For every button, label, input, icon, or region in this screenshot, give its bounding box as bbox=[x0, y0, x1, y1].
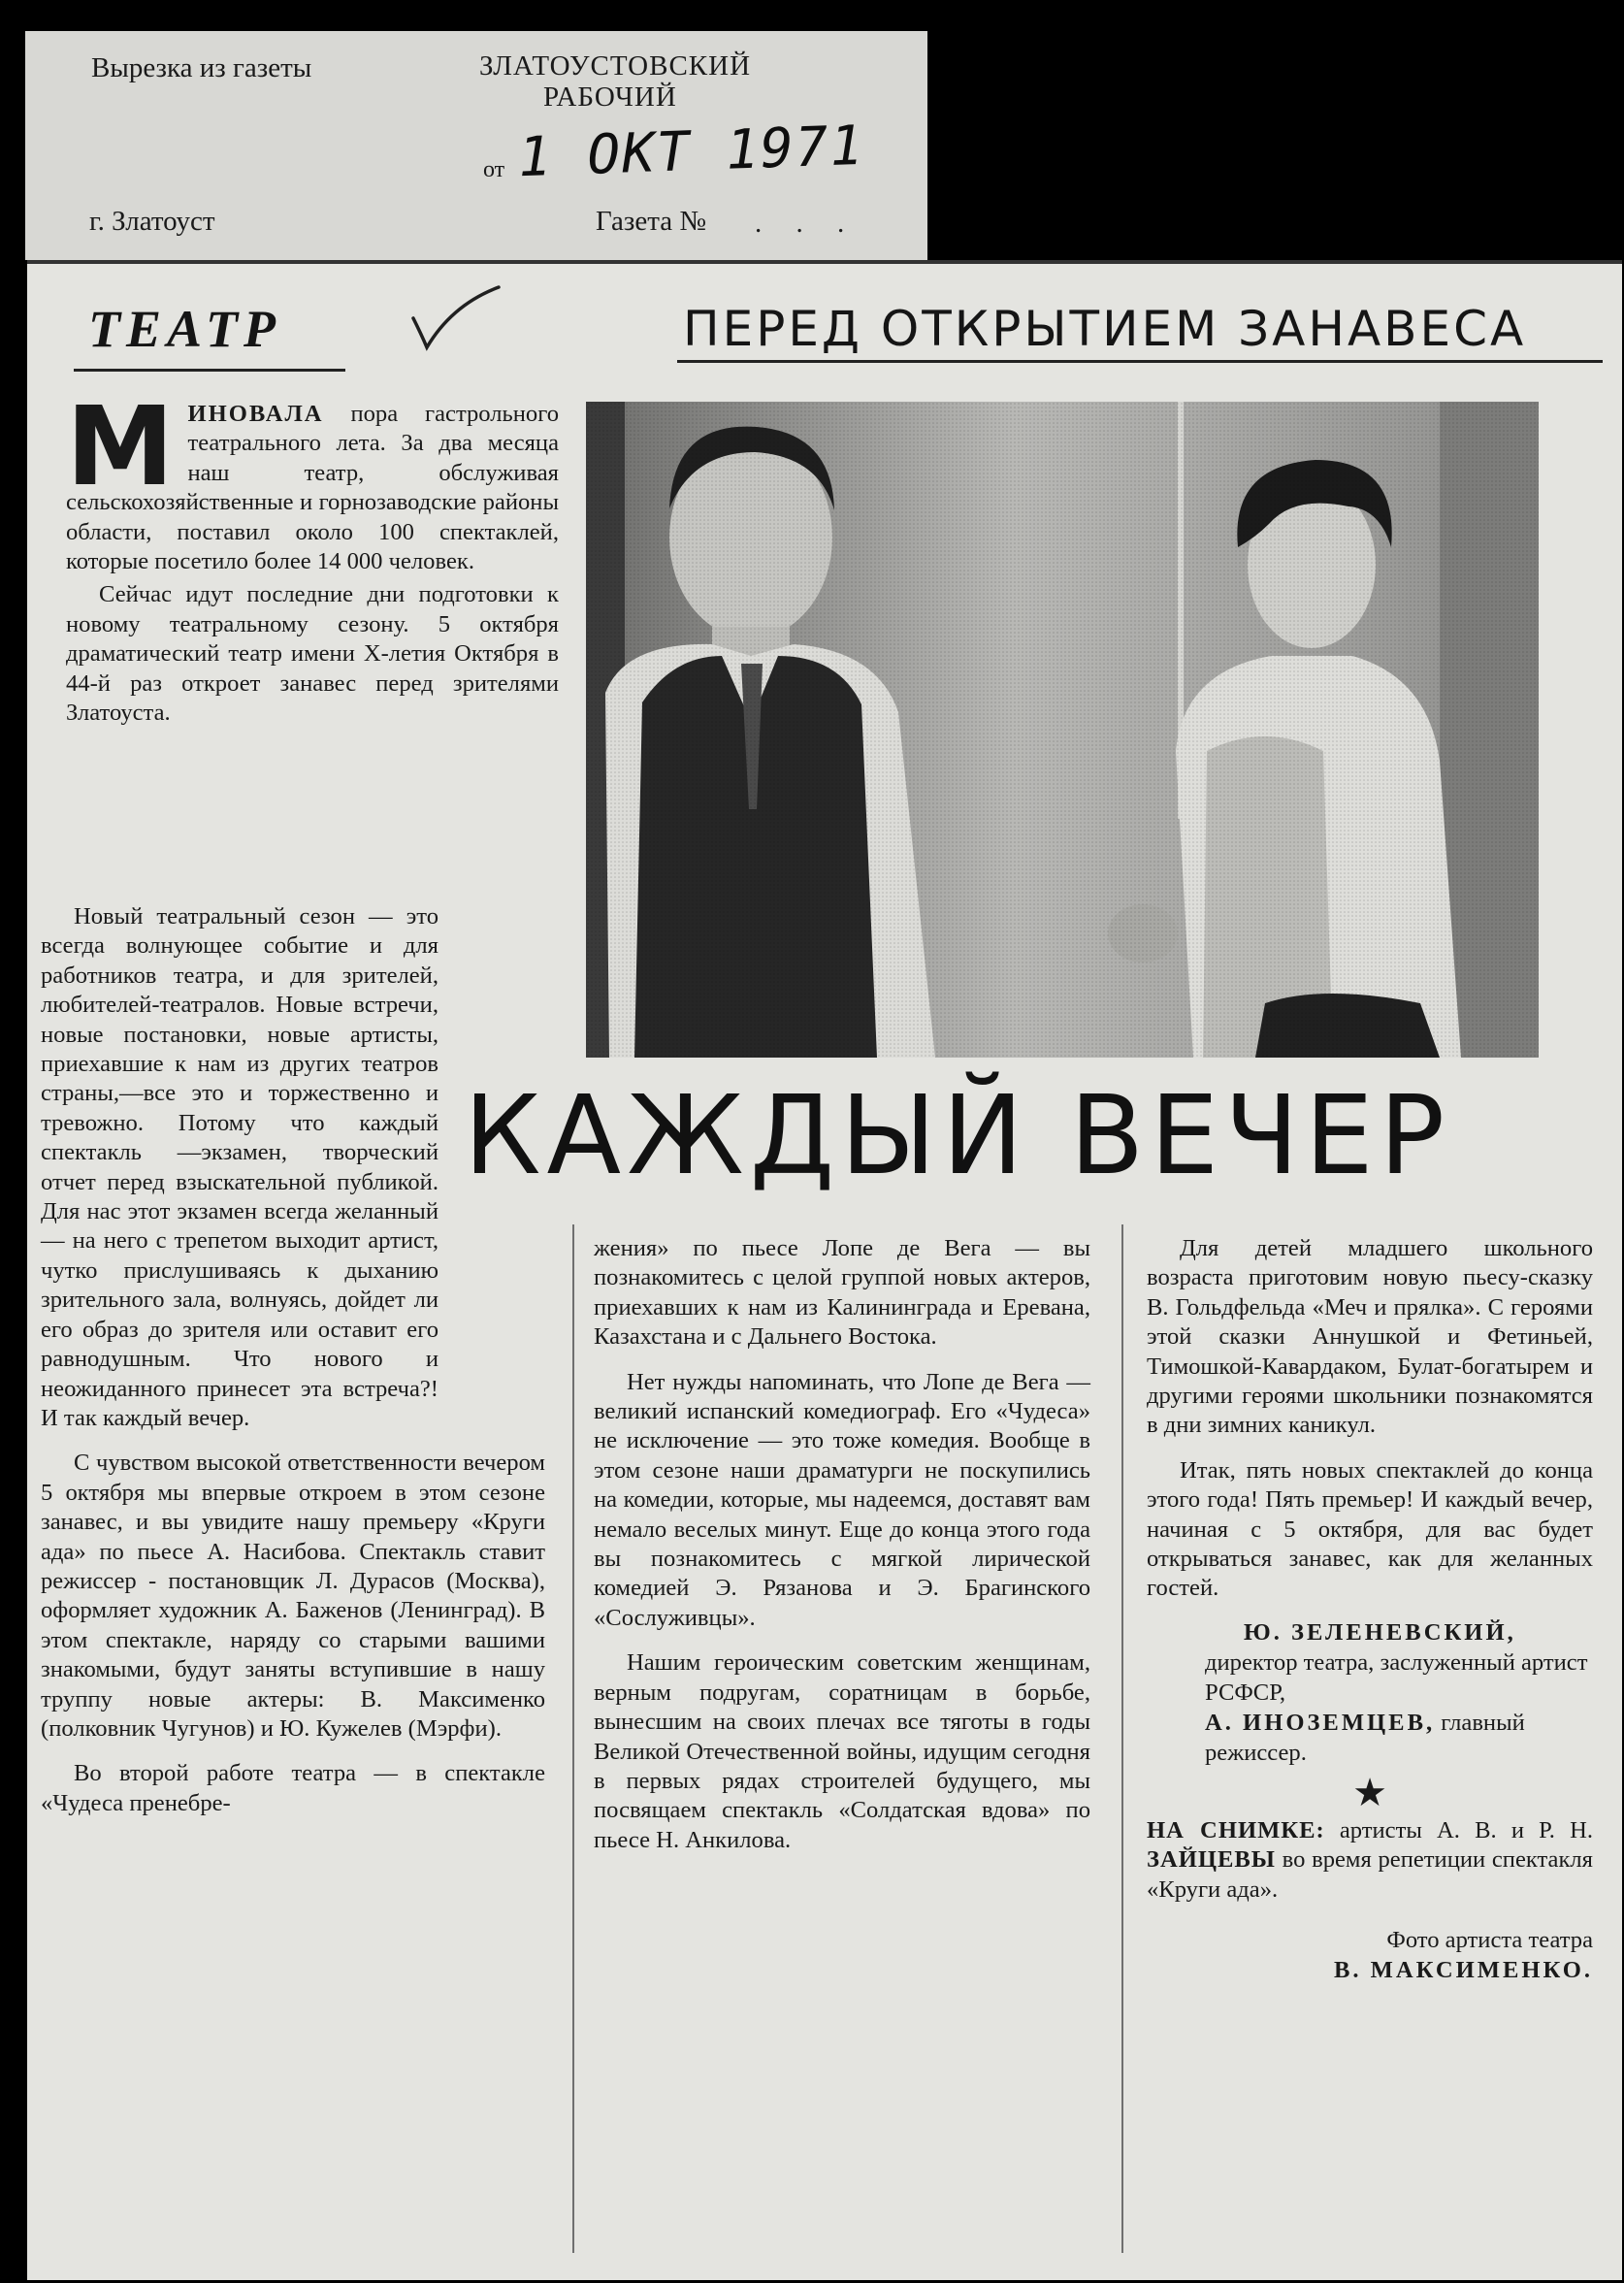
issue-label: Газета № bbox=[596, 206, 707, 237]
top-rule bbox=[27, 260, 1622, 264]
paragraph-8: Для детей младшего школьного возраста приготовим новую пьесу-сказку В. Гольдфельда «Меч и прялка». С героями этой сказки Аннушкой и Фетиньей, Тимошкой-Кавардаком, Булат-богатырем и другими героями школьники познакомятся в дни зимних каникул. bbox=[1147, 1235, 1593, 1439]
signature-title-2: главный режиссер. bbox=[1205, 1709, 1525, 1766]
signature-name-2: А. ИНОЗЕМЦЕВ, bbox=[1205, 1709, 1436, 1736]
photo-illustration bbox=[586, 402, 1539, 1058]
clipping-label bbox=[25, 31, 927, 260]
kicker-underline bbox=[677, 360, 1603, 363]
paragraph-3: Новый театральный сезон — это всегда волнующее событие и для работников театра, и для зрителей, любителей-театралов. Новые встречи, новые постановки, новые артисты, приехавшие к нам из других театров страны,—все это и торжественно и тревожно. Потому что каждый спектакль —экзамен, творческий отчет перед взыскательной публикой. Для нас этот экзамен всегда желанный — на него с трепетом выходит артист, чутко прислушиваясь к дыханию зрительного зала, волнуясь, дойдет ли его образ до зрителя или оставит его равнодушным. Что нового и неожиданного принесет эта встреча?! И так каждый вечер. bbox=[41, 903, 438, 1431]
paragraph-1: пора гастрольного театрального лета. За два месяца наш театр, обслуживая сельскохозяйственные и горнозаводские районы области, поставил около 100 спектаклей, которые посетило более 14 000 человек. bbox=[66, 401, 559, 575]
column-rule-1 bbox=[572, 1224, 574, 2253]
paragraph-2: Сейчас идут последние дни подготовки к новому театральному сезону. 5 октября драматический театр имени X-летия Октября в 44-й раз откроет занавес перед зрителями Златоуста. bbox=[66, 581, 559, 727]
lead-word: ИНОВАЛА bbox=[187, 401, 324, 427]
paragraph-6: Нет нужды напоминать, что Лопе де Вега — великий испанский комедиограф. Его «Чудеса» не исключение — это тоже комедия. Вообще в этом сезоне наши драматурги не поскупились на комедии, которые, мы надеемся, доставят вам немало веселых минут. Еще до конца этого года вы познакомитесь с мягкой лирической комедией Э. Рязанова и Э. Брагинского «Сослуживцы». bbox=[594, 1368, 1090, 1631]
column-rule-2 bbox=[1121, 1224, 1123, 2253]
column-1-top bbox=[66, 384, 559, 728]
drop-cap: М bbox=[66, 384, 175, 510]
caption-text-1: артисты А. В. и Р. Н. bbox=[1324, 1816, 1593, 1843]
paragraph-7: Нашим героическим советским женщинам, верным подругам, соратницам в борьбе, вынесшим на своих плечах все тяготы в годы Великой Отечественной войны, идущим сегодня в первых рядах строителей будущего, мы посвящаем спектакль «Солдатская вдова» по пьесе Н. Анкилова. bbox=[594, 1649, 1090, 1853]
rubric-title: ТЕАТР bbox=[88, 300, 281, 358]
clipping-source-label: Вырезка из газеты bbox=[91, 52, 312, 83]
photo-credit-line: Фото артиста театра bbox=[1386, 1927, 1593, 1954]
star-divider: ★ bbox=[1352, 1770, 1387, 1814]
checkmark-icon bbox=[407, 279, 504, 357]
column-3 bbox=[1147, 1234, 1593, 1985]
newspaper-name-line2: РАБОЧИЙ bbox=[543, 82, 677, 113]
paragraph-4: С чувством высокой ответственности вечером 5 октября мы впервые откроем в этом сезоне занавес, и вы увидите нашу премьеру «Круги ада» по пьесе А. Насибова. Спектакль ставит режиссер - постановщик Л. Дурасов (Москва), оформляет художник А. Баженов (Ленинград). В этом спектакле, наряду со старыми вашими знакомыми, будут заняты вступившие в нашу труппу новые актеры: В. Максименко (полковник Чугунов) и Ю. Кужелев (Мэрфи). bbox=[41, 1450, 545, 1742]
photo-credit bbox=[1147, 1926, 1593, 1985]
paragraph-5-start: Во второй работе театра — в спектакле «Чудеса пренебре- bbox=[41, 1760, 545, 1816]
city-label: г. Златоуст bbox=[89, 206, 215, 237]
photo-caption bbox=[1147, 1816, 1593, 1905]
headline: КАЖДЫЙ ВЕЧЕР bbox=[464, 1073, 1451, 1199]
signature-title-1: директор театра, заслуженный артист РСФСР, bbox=[1205, 1648, 1588, 1706]
newspaper-name-line1: ЗЛАТОУСТОВСКИЙ bbox=[479, 50, 752, 82]
column-1-bottom bbox=[41, 902, 545, 1818]
column-2 bbox=[594, 1234, 1090, 1855]
issue-dots: . . . bbox=[755, 208, 859, 239]
handwritten-date: 1 ОКТ 1971 bbox=[516, 114, 866, 190]
signature-block bbox=[1147, 1617, 1593, 1768]
photo-credit-name: В. МАКСИМЕНКО. bbox=[1333, 1956, 1593, 1983]
rubric-underline bbox=[74, 369, 345, 372]
signature-name-1: Ю. ЗЕЛЕНЕВСКИЙ, bbox=[1244, 1618, 1516, 1646]
caption-names: ЗАЙЦЕВЫ bbox=[1147, 1846, 1276, 1874]
kicker-title: ПЕРЕД ОТКРЫТИЕМ ЗАНАВЕСА bbox=[683, 301, 1527, 357]
date-prefix: от bbox=[483, 157, 505, 182]
paragraph-9: Итак, пять новых спектаклей до конца этого года! Пять премьер! И каждый вечер, начиная с 5 октября, для вас будет открываться занавес, как для желанных гостей. bbox=[1147, 1456, 1593, 1602]
rehearsal-photo bbox=[586, 402, 1539, 1058]
newspaper-clipping bbox=[27, 260, 1622, 2280]
caption-text-2: во время репетиции спектакля «Круги ада». bbox=[1147, 1846, 1593, 1903]
caption-label: НА СНИМКЕ: bbox=[1147, 1816, 1325, 1843]
paragraph-5-continued: жения» по пьесе Лопе де Вега — вы познакомитесь с целой группой новых актеров, приехавших к нам из Калининграда и Еревана, Казахстана и с Дальнего Востока. bbox=[594, 1235, 1090, 1351]
